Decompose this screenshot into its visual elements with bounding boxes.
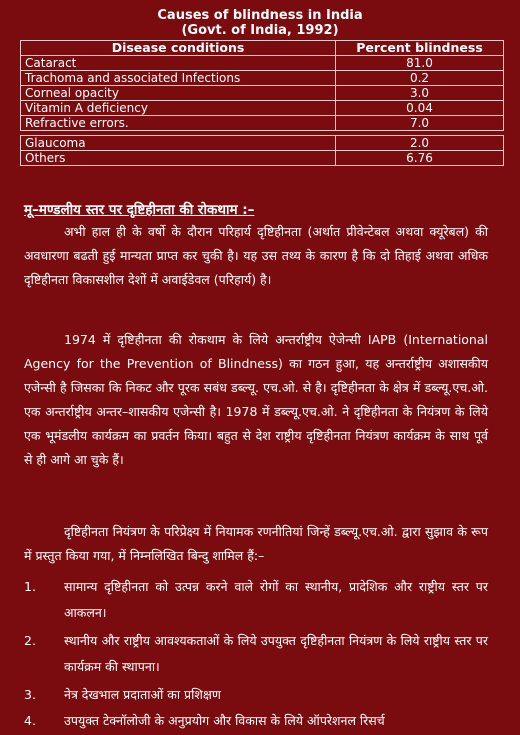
list-number: 2. xyxy=(24,633,36,648)
blindness-table-2 xyxy=(20,135,504,166)
percent-cell: 2.0 xyxy=(336,136,504,151)
disease-cell: Glaucoma xyxy=(21,136,336,151)
table-row xyxy=(21,101,504,116)
disease-cell: Trachoma and associated Infections xyxy=(21,71,336,86)
table-row xyxy=(21,86,504,101)
percent-cell: 7.0 xyxy=(336,116,504,131)
list-text: सामान्य दृष्टिहीनता को उत्पन्न करने वाले रोगों का स्थानीय, प्रादेशिक और राष्ट्रीय स्तर पर आकलन। xyxy=(64,579,488,620)
disease-cell: Others xyxy=(21,151,336,166)
disease-cell: Refractive errors. xyxy=(21,116,336,131)
table-row xyxy=(21,116,504,131)
chart-subtitle: (Govt. of India, 1992) xyxy=(181,23,339,38)
paragraph-1: अभी हाल ही के वर्षो के दौरान परिहार्य दृष्टिहीनता (अर्थात प्रीवेन्टेबल अथवा क्यूरेबल) की अवधारणा बढती हुई मान्यता प्राप्त कर चुकी है। यह उस तथ्य के कारण है कि दो तिहाई अथवा अधिक दृष्टिहीनता विकासशील देशों में अवाईडेवल (परिहार्य) है। xyxy=(24,224,488,287)
list-number: 3. xyxy=(24,687,36,702)
header-percent: Percent blindness xyxy=(336,41,504,56)
percent-cell: 0.04 xyxy=(336,101,504,116)
table-row xyxy=(21,136,504,151)
list-text: नेत्र देखभाल प्रदाताओं का प्रशिक्षण xyxy=(64,687,221,702)
disease-cell: Cataract xyxy=(21,56,336,71)
table-row xyxy=(21,56,504,71)
list-text: उपयुक्त टेक्नॉलोजी के अनुप्रयोग और विकास के लिये ऑपरेशनल रिसर्च xyxy=(64,713,385,728)
paragraph-3: दृष्टिहीनता नियंत्रण के परिप्रेक्ष्य में नियामक रणनीतियां जिन्हें डब्ल्यू.एच.ओ. द्वारा सुझाव के रूप में प्रस्तुत किया गया, में निम्नलिखित बिन्दु शामिल हैं:– xyxy=(24,524,488,563)
percent-cell: 6.76 xyxy=(336,151,504,166)
percent-cell: 81.0 xyxy=(336,56,504,71)
section-heading: मू–मण्डलीय स्तर पर दृष्टिहीनता की रोकथाम :– xyxy=(24,202,255,218)
disease-cell: Corneal opacity xyxy=(21,86,336,101)
table-row xyxy=(21,71,504,86)
list-number: 1. xyxy=(24,579,36,594)
percent-cell: 0.2 xyxy=(336,71,504,86)
header-disease: Disease conditions xyxy=(21,41,336,56)
chart-title: Causes of blindness in India xyxy=(157,8,363,23)
blindness-table xyxy=(20,40,504,131)
table-header-row xyxy=(21,41,504,56)
list-text: स्थानीय और राष्ट्रीय आवश्यकताओं के लिये उपयुक्त दृष्टिहीनता नियंत्रण के लिये राष्ट्रीय स्तर पर कार्यक्रम की स्थापना। xyxy=(64,633,488,674)
table-row xyxy=(21,151,504,166)
paragraph-2: 1974 में दृष्टिहीनता की रोकथाम के लिये अन्तर्राष्ट्रीय ऐजेन्सी IAPB (International Agency for the Prevention of Blindness) का गठन हुआ, यह अन्तर्राष्ट्रीय अशासकीय एजेन्सी है जिसका कि निकट और पूरक सबंध डब्ल्यू. एच.ओ. से है। दृष्टिहीनता के क्षेत्र में डब्ल्यू.एच.ओ. एक अन्तर्राष्ट्रीय अन्तर–शासकीय एजेन्सी है। 1978 में डब्ल्यू.एच.ओ. ने दृष्टिहीनता के नियंत्रण के लिये एक भूमंडलीय कार्यक्रम का प्रवर्तन किया। बहुत से देश राष्ट्रीय दृष्टिहीनता नियंत्रण कार्यक्रम के साथ पूर्व से ही आगे आ चुके हैं। xyxy=(24,332,488,467)
list-number: 4. xyxy=(24,713,36,728)
disease-cell: Vitamin A deficiency xyxy=(21,101,336,116)
percent-cell: 3.0 xyxy=(336,86,504,101)
